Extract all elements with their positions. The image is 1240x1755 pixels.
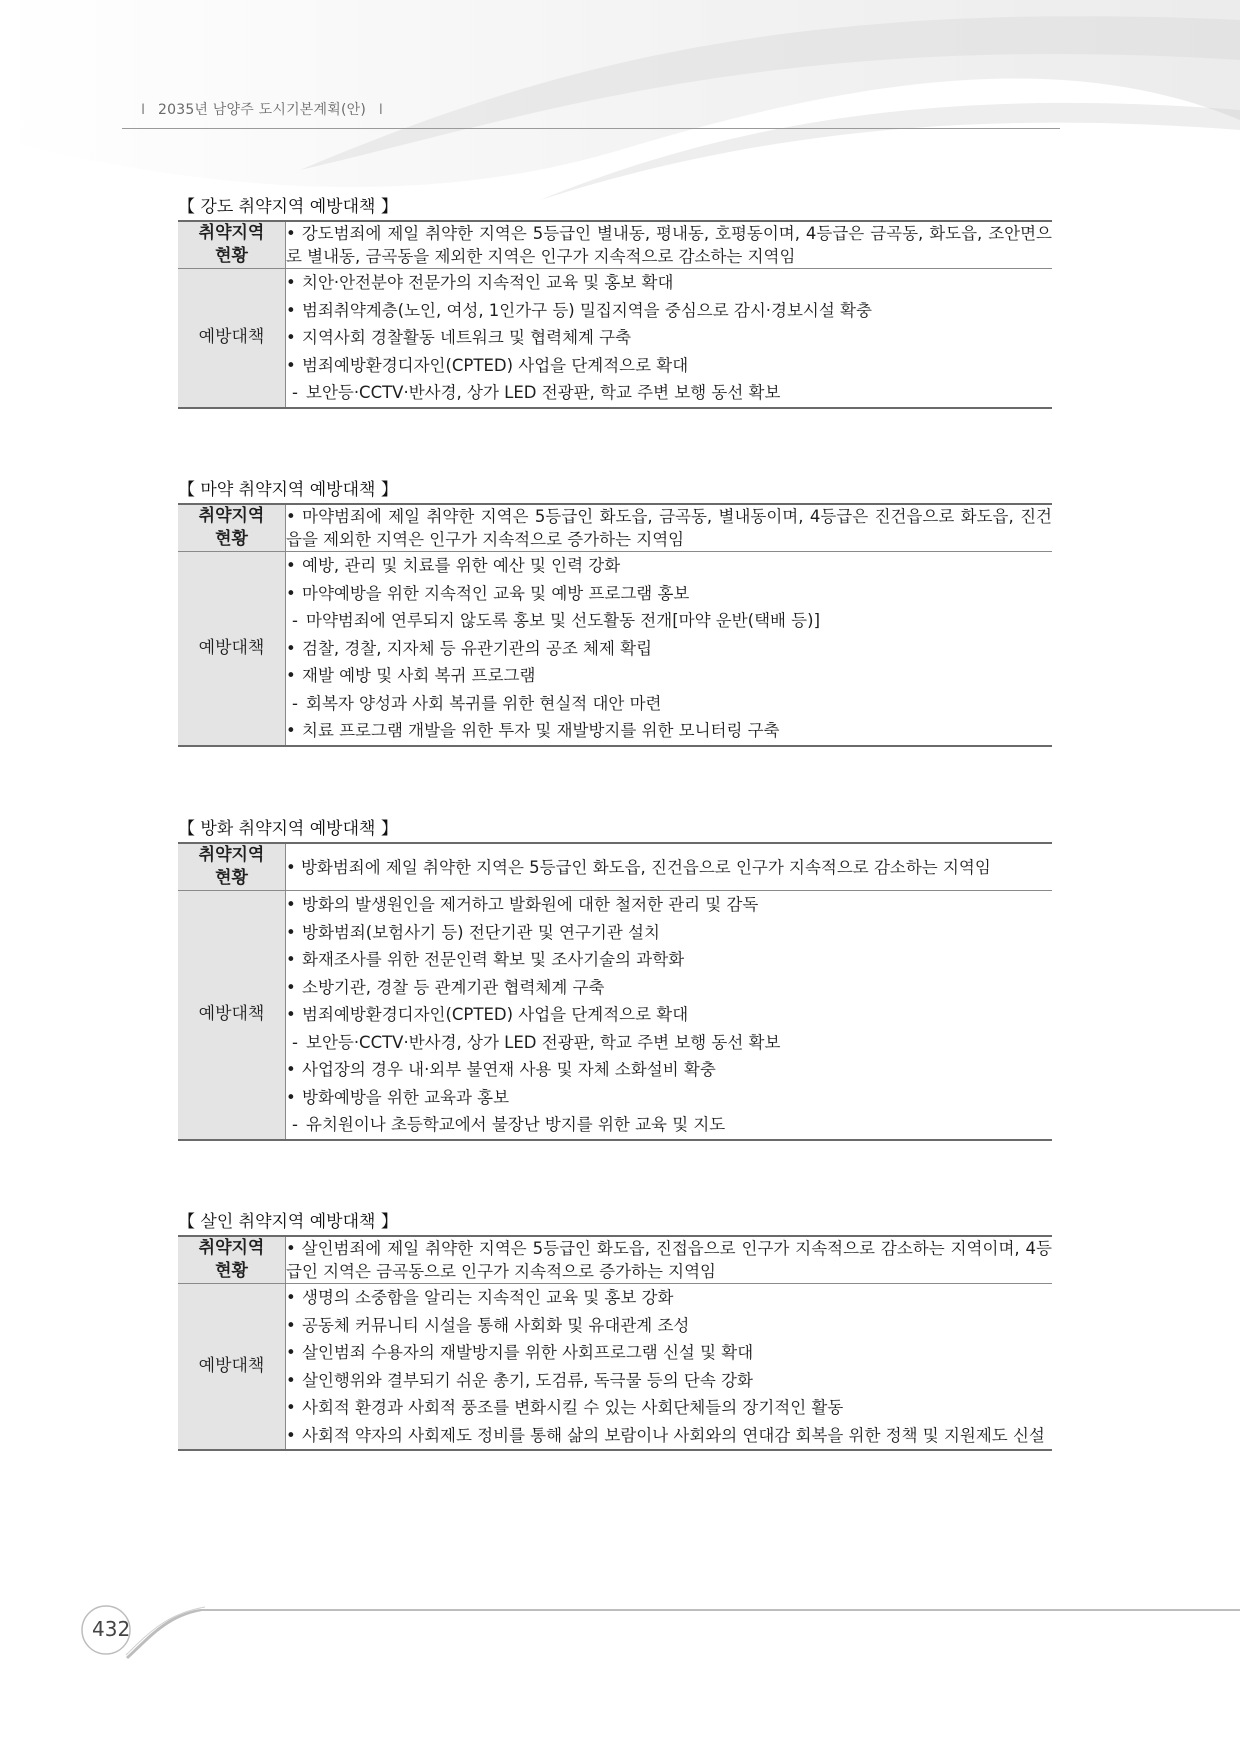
status-label-line: 취약지역: [198, 223, 265, 243]
item-text: 방화범죄(보험사기 등) 전단기관 및 연구기관 설치: [302, 922, 660, 942]
item-text: 마약범죄에 연루되지 않도록 홍보 및 선도활동 전개[마약 운반(택배 등)]: [306, 611, 820, 630]
item-text: 방화의 발생원인을 제거하고 발화원에 대한 철저한 관리 및 감독: [302, 895, 759, 914]
prevention-section: [178, 196, 1052, 409]
item-text: 회복자 양성과 사회 복귀를 위한 현실적 대안 마련: [306, 693, 662, 713]
section-title: 【 마약 취약지역 예방대책 】: [178, 480, 398, 500]
item-text: 공동체 커뮤니티 시설을 통해 사회화 및 유대관계 조성: [302, 1315, 690, 1335]
item-text: 살인행위와 결부되기 쉬운 총기, 도검류, 독극물 등의 단속 강화: [302, 1370, 753, 1390]
item-text: 생명의 소중함을 알리는 지속적인 교육 및 홍보 강화: [302, 1288, 674, 1307]
bullet-marker: •: [286, 273, 296, 292]
page-number: 432: [92, 1617, 131, 1641]
status-content-cell: [286, 843, 1053, 891]
bullet-marker: •: [286, 666, 296, 685]
sub-item: [286, 690, 1052, 718]
bullet-marker: •: [286, 922, 296, 942]
item-text: 사회적 환경과 사회적 풍조를 변화시킬 수 있는 사회단체들의 장기적인 활동: [302, 1398, 844, 1417]
item-text: 검찰, 경찰, 지자체 등 유관기관의 공조 체제 확립: [302, 638, 653, 658]
status-row: [178, 1236, 1052, 1284]
section-title: 【 강도 취약지역 예방대책 】: [178, 197, 398, 217]
bullet-marker: •: [286, 1370, 296, 1390]
item-text: 예방, 관리 및 치료를 위한 예산 및 인력 강화: [302, 556, 621, 575]
bullet-item: [286, 919, 1052, 947]
item-text: 재발 예방 및 사회 복귀 프로그램: [302, 666, 536, 685]
item-text: 범죄예방환경디자인(CPTED) 사업을 단계적으로 확대: [302, 355, 689, 375]
bullet-marker: •: [286, 638, 296, 658]
bullet-marker: •: [286, 328, 296, 347]
status-row: [178, 843, 1052, 891]
bullet-marker: •: [286, 1425, 296, 1445]
status-label-line: 현황: [215, 246, 248, 266]
section-title: 【 방화 취약지역 예방대책 】: [178, 819, 398, 839]
bullet-item: [286, 1339, 1052, 1367]
status-content-cell: [286, 1236, 1053, 1284]
bullet-item: [286, 1284, 1052, 1312]
prevention-table: [178, 842, 1052, 1141]
status-label-line: 현황: [215, 1261, 248, 1281]
bullet-marker: •: [286, 1398, 296, 1417]
status-text: • 방화범죄에 제일 취약한 지역은 5등급인 화도읍, 진건읍으로 인구가 지속적으로 감소하는 지역임: [286, 857, 991, 877]
bullet-marker: •: [286, 895, 296, 914]
bullet-marker: •: [286, 977, 296, 997]
prevention-section: [178, 479, 1052, 747]
item-text: 사업장의 경우 내·외부 불연재 사용 및 자체 소화설비 확충: [302, 1060, 716, 1079]
bullet-marker: •: [286, 556, 296, 575]
bullet-item: [286, 1312, 1052, 1340]
status-text: • 강도범죄에 제일 취약한 지역은 5등급인 별내동, 평내동, 호평동이며, 4등급은 금곡동, 화도읍, 조안면으로 별내동, 금곡동을 제외한 지역은 인구가 지속적으로 감소하는 지역임: [286, 224, 1052, 266]
status-content-cell: [286, 504, 1053, 552]
document-title: 2035년 남양주 도시기본계획(안): [158, 102, 367, 118]
bullet-marker: •: [286, 1087, 296, 1107]
bullet-marker: •: [286, 950, 296, 969]
bullet-marker: •: [286, 1288, 296, 1307]
measures-row: [178, 1284, 1052, 1451]
sub-item: [286, 1029, 1052, 1057]
footer-swoosh: [0, 1595, 1240, 1665]
status-label-cell: [178, 504, 286, 552]
dash-marker: -: [292, 383, 298, 402]
prevention-section: [178, 1211, 1052, 1451]
status-label-line: 현황: [215, 529, 248, 549]
section-title: 【 살인 취약지역 예방대책 】: [178, 1212, 398, 1232]
status-label-line: 취약지역: [198, 506, 265, 526]
dash-marker: -: [292, 1115, 298, 1134]
bullet-marker: •: [286, 721, 296, 740]
measures-row: [178, 269, 1052, 408]
prevention-table: [178, 220, 1052, 409]
prevention-section: [178, 818, 1052, 1141]
item-text: 마약예방을 위한 지속적인 교육 및 예방 프로그램 홍보: [302, 583, 690, 603]
status-text: • 마약범죄에 제일 취약한 지역은 5등급인 화도읍, 금곡동, 별내동이며, 4등급은 진건읍으로 화도읍, 진건읍을 제외한 지역은 인구가 지속적으로 증가하는 지역임: [286, 507, 1052, 549]
item-text: 보안등·CCTV·반사경, 상가 LED 전광판, 학교 주변 보행 동선 확보: [306, 1032, 781, 1052]
prevention-table: [178, 1235, 1052, 1451]
measures-label-cell: 예방대책: [178, 891, 286, 1140]
measures-row: [178, 891, 1052, 1140]
dash-marker: -: [292, 1032, 298, 1052]
status-label-cell: [178, 221, 286, 269]
bullet-item: [286, 269, 1052, 297]
status-row: [178, 504, 1052, 552]
bullet-item: [286, 1001, 1052, 1029]
item-text: 유치원이나 초등학교에서 불장난 방지를 위한 교육 및 지도: [306, 1115, 726, 1134]
prevention-table: [178, 503, 1052, 747]
sub-item: [286, 379, 1052, 407]
sub-item: [286, 607, 1052, 635]
item-text: 범죄예방환경디자인(CPTED) 사업을 단계적으로 확대: [302, 1005, 689, 1024]
bullet-marker: •: [286, 300, 296, 320]
bullet-item: [286, 297, 1052, 325]
bullet-item: [286, 1084, 1052, 1112]
running-header: [133, 99, 391, 119]
bullet-item: [286, 891, 1052, 919]
item-text: 지역사회 경찰활동 네트워크 및 협력체계 구축: [302, 328, 632, 347]
item-text: 범죄취약계층(노인, 여성, 1인가구 등) 밀집지역을 중심으로 감시·경보시설 확충: [302, 300, 872, 320]
item-text: 치료 프로그램 개발을 위한 투자 및 재발방지를 위한 모니터링 구축: [302, 721, 780, 740]
bullet-marker: •: [286, 355, 296, 375]
bullet-item: [286, 635, 1052, 663]
item-text: 보안등·CCTV·반사경, 상가 LED 전광판, 학교 주변 보행 동선 확보: [306, 383, 781, 402]
status-label-cell: [178, 1236, 286, 1284]
status-label-cell: [178, 843, 286, 891]
dash-marker: -: [292, 611, 298, 630]
bullet-item: [286, 662, 1052, 690]
status-row: [178, 221, 1052, 269]
item-text: 치안·안전분야 전문가의 지속적인 교육 및 홍보 확대: [302, 273, 674, 292]
status-label-line: 현황: [215, 868, 248, 888]
bullet-item: [286, 352, 1052, 380]
measures-content-cell: [286, 1284, 1053, 1451]
bullet-item: [286, 717, 1052, 745]
bullet-item: [286, 552, 1052, 580]
header-rule: [122, 128, 1060, 129]
item-text: 사회적 약자의 사회제도 정비를 통해 삶의 보람이나 사회와의 연대감 회복을 위한 정책 및 지원제도 신설: [302, 1425, 1045, 1445]
status-content-cell: [286, 221, 1053, 269]
bullet-marker: •: [286, 1060, 296, 1079]
measures-label-cell: 예방대책: [178, 1284, 286, 1451]
measures-label-cell: 예방대책: [178, 552, 286, 746]
bullet-item: [286, 974, 1052, 1002]
bullet-item: [286, 1394, 1052, 1422]
header-separator: I: [141, 102, 146, 118]
item-text: 살인범죄 수용자의 재발방지를 위한 사회프로그램 신설 및 확대: [302, 1343, 754, 1362]
bullet-item: [286, 1367, 1052, 1395]
bullet-marker: •: [286, 1315, 296, 1335]
measures-content-cell: [286, 552, 1053, 746]
measures-content-cell: [286, 269, 1053, 408]
measures-row: [178, 552, 1052, 746]
bullet-item: [286, 1056, 1052, 1084]
bullet-item: [286, 946, 1052, 974]
bullet-marker: •: [286, 583, 296, 603]
header-separator: I: [378, 102, 384, 118]
status-label-line: 취약지역: [198, 1238, 265, 1258]
sub-item: [286, 1111, 1052, 1139]
status-text: • 살인범죄에 제일 취약한 지역은 5등급인 화도읍, 진접읍으로 인구가 지속적으로 감소하는 지역이며, 4등급인 지역은 금곡동으로 인구가 지속적으로 증가하는 지역임: [286, 1239, 1052, 1281]
bullet-marker: •: [286, 1343, 296, 1362]
measures-label-cell: 예방대책: [178, 269, 286, 408]
measures-content-cell: [286, 891, 1053, 1140]
bullet-item: [286, 324, 1052, 352]
bullet-item: [286, 1422, 1052, 1450]
item-text: 화재조사를 위한 전문인력 확보 및 조사기술의 과학화: [302, 950, 685, 969]
item-text: 방화예방을 위한 교육과 홍보: [302, 1087, 510, 1107]
dash-marker: -: [292, 693, 298, 713]
item-text: 소방기관, 경찰 등 관계기관 협력체계 구축: [302, 977, 605, 997]
status-label-line: 취약지역: [198, 845, 265, 865]
bullet-item: [286, 580, 1052, 608]
bullet-marker: •: [286, 1005, 296, 1024]
